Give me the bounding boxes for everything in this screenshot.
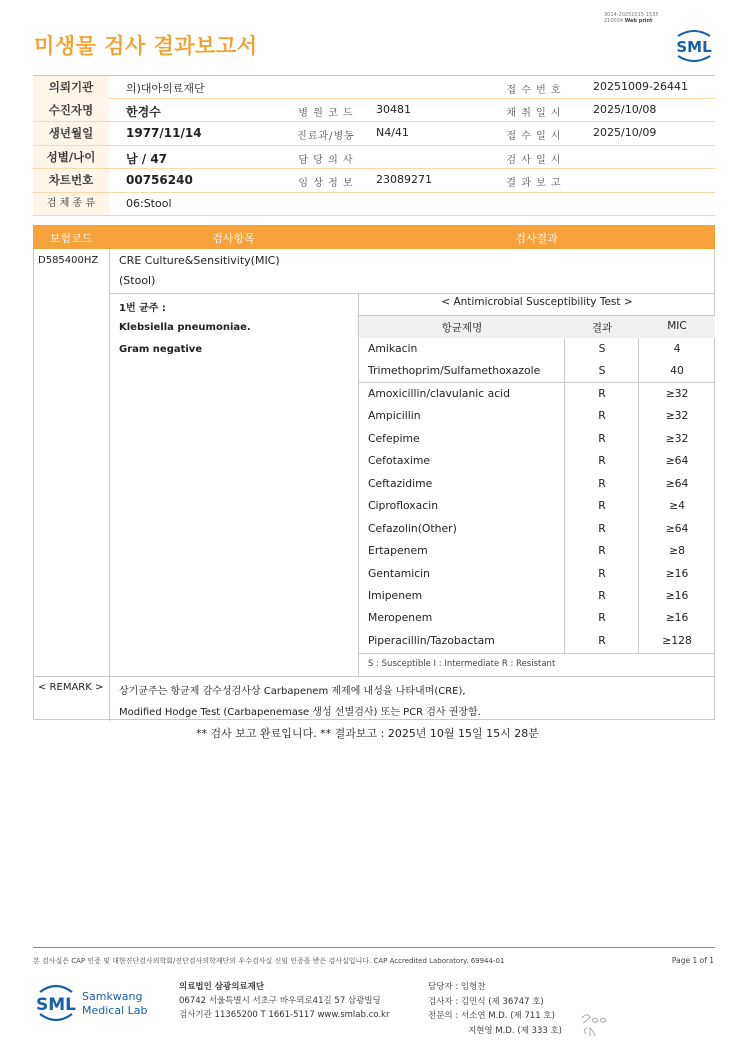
- ast-row: [359, 540, 715, 562]
- ast-row: [359, 450, 715, 472]
- drug-result: R: [598, 409, 606, 423]
- ast-header-drug: 항균제명: [441, 322, 483, 334]
- isolate-label: 1번 균주 :: [119, 303, 166, 314]
- drug-result: R: [598, 566, 606, 580]
- drug-mic: ≥32: [665, 386, 689, 400]
- label-receipt-no: 접 수 번 호: [506, 85, 562, 96]
- value-birth: 1977/11/14: [126, 126, 202, 140]
- label-birth: 생년월일: [33, 122, 109, 145]
- value-receipt-no: 20251009-26441: [593, 80, 688, 93]
- ast-legend: S : Susceptible I : Intermediate R : Resistant: [368, 659, 556, 669]
- results-header: [33, 225, 715, 249]
- value-hospital-code: 30481: [376, 102, 411, 116]
- drug-mic: ≥16: [665, 611, 689, 625]
- insurance-code: D585400HZ: [38, 255, 99, 266]
- remark-label: < REMARK >: [38, 682, 104, 693]
- drug-mic: 4: [673, 342, 681, 355]
- drug-result: R: [598, 521, 606, 535]
- ast-row: [359, 338, 715, 360]
- ast-row: [359, 563, 715, 585]
- results-table: [33, 225, 715, 720]
- info-row-specimen: [33, 193, 715, 217]
- drug-name: Trimethoprim/Sulfamethoxazole: [368, 364, 541, 378]
- drug-name: Cefepime: [368, 431, 420, 445]
- footer-logo-text: SML: [36, 995, 76, 1015]
- ast-header-mic: MIC: [667, 320, 687, 332]
- value-sex-age: 남 / 47: [126, 151, 168, 166]
- value-specimen: 06:Stool: [126, 196, 172, 210]
- remark-line-2: Modified Hodge Test (Carbapenemase 생성 선별검사) 또는 PCR 검사 권장함.: [119, 707, 481, 718]
- print-id-line1: 3014-20251015-1535: [604, 12, 659, 18]
- info-row-sex: [33, 146, 715, 170]
- drug-name: Ampicillin: [368, 409, 421, 423]
- divider: [109, 293, 715, 294]
- drug-mic: ≥64: [665, 476, 689, 490]
- ast-row: [359, 630, 715, 652]
- drug-mic: 40: [670, 364, 684, 378]
- value-department: N4/41: [376, 126, 409, 139]
- drug-mic: ≥16: [665, 566, 689, 580]
- divider: [109, 249, 110, 721]
- value-patient-name: 한경수: [126, 104, 161, 119]
- label-doctor: 담 당 의 사: [298, 154, 354, 166]
- drug-name: Ceftazidime: [368, 476, 433, 490]
- corp-address: 06742 서울특별시 서초구 바우뫼로41길 57 삼광빌딩: [179, 996, 381, 1006]
- top-logo-text: SML: [676, 38, 712, 56]
- drug-result: R: [598, 544, 606, 558]
- ast-row: [359, 360, 715, 382]
- value-agency: 의)대아의료재단: [126, 82, 205, 95]
- test-name: CRE Culture&Sensitivity(MIC): [119, 254, 280, 267]
- print-id-web: Web print: [624, 18, 653, 24]
- drug-mic: ≥8: [669, 544, 685, 558]
- staff-specialist-1: 전문의 : 서소연 M.D. (제 711 호): [428, 1011, 555, 1021]
- drug-name: Piperacillin/Tazobactam: [368, 633, 495, 647]
- gram-stain: Gram negative: [119, 344, 203, 355]
- drug-name: Imipenem: [368, 588, 423, 602]
- drug-name: Ertapenem: [368, 544, 428, 558]
- label-department: 진료과/병동: [297, 131, 355, 142]
- info-row-birth: [33, 122, 715, 146]
- corp-contact: 검사기관 11365200 T 1661-5117 www.smlab.co.kr: [179, 1010, 390, 1020]
- header-test-result: 검사결과: [515, 232, 558, 245]
- drug-result: R: [598, 386, 606, 400]
- drug-name: Amoxicillin/clavulanic acid: [368, 386, 510, 400]
- drug-mic: ≥32: [665, 431, 689, 445]
- drug-name: Amikacin: [368, 342, 418, 355]
- brand-line-2: Medical Lab: [82, 1004, 148, 1017]
- signature-icon: [578, 1010, 612, 1040]
- label-hospital-code: 병 원 코 드: [298, 107, 354, 119]
- patient-info: [33, 75, 715, 216]
- divider: [358, 653, 715, 654]
- label-result-report: 결 과 보 고: [506, 178, 562, 189]
- drug-mic: ≥64: [665, 454, 689, 468]
- staff-tester: 검사자 : 김민식 (제 36747 호): [428, 996, 544, 1007]
- drug-mic: ≥128: [662, 633, 692, 647]
- organism-name: Klebsiella pneumoniae.: [119, 322, 251, 333]
- corporation-info: [179, 980, 389, 1022]
- label-clinical-info: 임 상 정 보: [298, 178, 354, 189]
- label-agency: 의뢰기관: [33, 76, 109, 99]
- staff-manager: 담당자 : 임형찬: [428, 982, 486, 992]
- value-clinical-info: 23089271: [376, 173, 432, 186]
- value-receipt-date: 2025/10/09: [593, 126, 657, 139]
- ast-row: [359, 383, 715, 405]
- drug-result: R: [598, 633, 606, 647]
- drug-mic: ≥64: [665, 521, 689, 535]
- info-row-agency: [33, 75, 715, 99]
- drug-mic: ≥32: [665, 409, 689, 423]
- accreditation-note: 본 검사실은 CAP 인증 및 대한진단검사의학회/진단검사의학재단의 우수검사실 신임 인증을 받은 검사실입니다. CAP Accredited Laboratory. 69944-01: [33, 957, 505, 965]
- print-id-code: 210034: [604, 18, 624, 24]
- print-id: [604, 12, 659, 24]
- label-chart-no: 차트번호: [33, 169, 109, 192]
- drug-name: Meropenem: [368, 611, 433, 625]
- brand-line-1: Samkwang: [82, 990, 143, 1003]
- ast-row: [359, 585, 715, 607]
- ast-row: [359, 495, 715, 517]
- drug-result: R: [598, 499, 606, 513]
- header-insurance-code: 보험코드: [49, 232, 93, 245]
- header-test-item: 검사항목: [212, 232, 255, 245]
- ast-header-row: [359, 316, 715, 338]
- drug-result: R: [598, 476, 606, 490]
- footer-divider: [33, 947, 715, 948]
- drug-result: R: [598, 611, 606, 625]
- samkwang-logo-icon: [36, 980, 156, 1024]
- remark-line-1: 상기균주는 항균제 감수성검사상 Carbapenem 제제에 내성을 나타내며(CRE),: [119, 686, 466, 697]
- drug-name: Cefazolin(Other): [368, 521, 457, 535]
- drug-result: S: [598, 342, 606, 355]
- sml-logo-icon: [672, 28, 716, 64]
- drug-result: R: [598, 588, 606, 602]
- specimen-type: (Stool): [119, 274, 156, 287]
- label-receipt-date: 접 수 일 시: [506, 131, 562, 142]
- label-collection-date: 채 취 일 시: [506, 107, 562, 119]
- drug-mic: ≥16: [665, 588, 689, 602]
- ast-title: < Antimicrobial Susceptibility Test >: [441, 296, 633, 308]
- value-collection-date: 2025/10/08: [593, 102, 657, 116]
- drug-mic: ≥4: [669, 499, 685, 513]
- ast-row: [359, 405, 715, 427]
- drug-name: Gentamicin: [368, 566, 430, 580]
- label-specimen: 검 체 종 류: [33, 193, 109, 216]
- drug-result: S: [598, 364, 606, 378]
- ast-header-result: 결과: [591, 322, 613, 334]
- corp-name: 의료법인 삼광의료재단: [179, 982, 265, 992]
- info-row-chart: [33, 169, 715, 193]
- value-chart-no: 00756240: [126, 173, 193, 187]
- ast-row: [359, 518, 715, 540]
- drug-name: Ciprofloxacin: [368, 499, 439, 513]
- drug-name: Cefotaxime: [368, 454, 430, 468]
- staff-specialist-2: 지현영 M.D. (제 333 호): [468, 1025, 563, 1036]
- completion-note: ** 검사 보고 완료입니다. ** 결과보고 : 2025년 10월 15일 15시 28분: [196, 727, 539, 740]
- label-test-date: 검 사 일 시: [506, 154, 562, 166]
- info-row-patient: [33, 99, 715, 123]
- page-number: Page 1 of 1: [671, 956, 714, 965]
- divider: [33, 676, 715, 677]
- drug-result: R: [598, 431, 606, 445]
- label-patient-name: 수진자명: [33, 99, 109, 122]
- label-sex-age: 성별/나이: [33, 146, 109, 169]
- ast-row: [359, 428, 715, 450]
- drug-result: R: [598, 454, 606, 468]
- ast-row: [359, 607, 715, 629]
- report-title: 미생물 검사 결과보고서: [34, 34, 258, 58]
- ast-row: [359, 473, 715, 495]
- staff-info: [428, 980, 562, 1038]
